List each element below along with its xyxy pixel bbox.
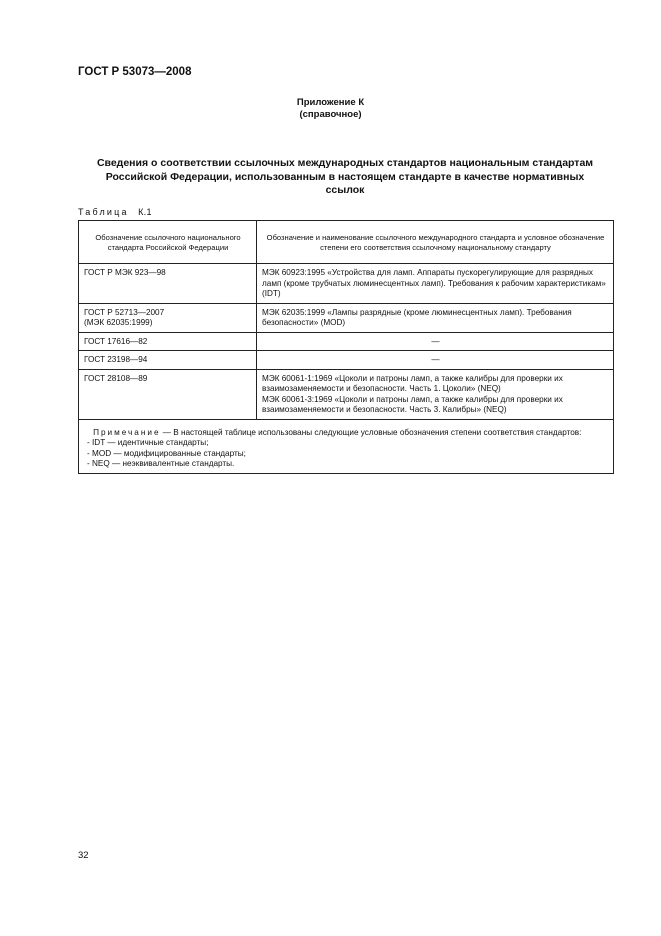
table-row — [79, 351, 614, 370]
international-standard-cell — [257, 332, 614, 351]
section-title-line-2: Российской Федерации, использованным в настоящем стандарте в качестве нормативных — [105, 170, 585, 183]
national-standard-code: ГОСТ 17616—82 — [84, 336, 148, 346]
section-title-line-1: Сведения о соответствии ссылочных международных стандартов национальным стандартам — [96, 157, 594, 169]
international-standard-cell — [257, 264, 614, 304]
national-standard-code-alt: (МЭК 62035:1999) — [84, 318, 153, 327]
national-standard-cell — [79, 303, 257, 332]
table-caption-word: Таблица — [78, 207, 129, 217]
table-row — [79, 264, 614, 304]
table-header-row — [79, 221, 614, 264]
international-standard-text: МЭК 62035:1999 «Лампы разрядные (кроме люминесцентных ламп). Требования безопасности» (MOD) — [262, 307, 572, 327]
document-code: ГОСТ Р 53073—2008 — [78, 66, 192, 78]
table-row — [79, 332, 614, 351]
note-list-item: - NEQ — неэквивалентные стандарты. — [87, 459, 235, 468]
national-standard-cell — [79, 351, 257, 370]
correspondence-table — [78, 220, 614, 474]
header-international-standard: Обозначение и наименование ссылочного международного стандарта и условное обозначение степени его соответствия ссылочному национальному стандарту — [257, 221, 614, 264]
national-standard-code: ГОСТ 28108—89 — [84, 373, 148, 383]
section-title-line-3: ссылок — [325, 184, 365, 196]
international-standard-cell — [257, 303, 614, 332]
section-title — [78, 157, 612, 198]
annex-type: (справочное) — [299, 109, 362, 120]
international-standard-cell — [257, 369, 614, 419]
note-text — [84, 428, 608, 439]
annex-heading — [0, 97, 661, 121]
page-number: 32 — [78, 850, 89, 861]
note-list-item: - IDT — идентичные стандарты; — [87, 438, 209, 447]
international-standard-text: МЭК 60061-1:1969 «Цоколи и патроны ламп, а также калибры для проверки их взаимозаменяемости и безопасности. Часть 1. Цоколи» (NEQ) — [262, 373, 563, 393]
table-row — [79, 303, 614, 332]
note-label: Примечание — [93, 427, 161, 437]
international-standard-text: — — [431, 355, 440, 364]
international-standard-text: МЭК 60923:1995 «Устройства для ламп. Аппараты пускорегулирующие для разрядных ламп (кроме трубчатых люминесцентных ламп). Требования к рабочим характеристикам» (IDT) — [262, 268, 606, 298]
header-national-standard: Обозначение ссылочного национального стандарта Российской Федерации — [79, 221, 257, 264]
national-standard-cell — [79, 369, 257, 419]
note-list-item: - MOD — модифицированные стандарты; — [87, 448, 246, 458]
international-standard-text-2: МЭК 60061-3:1969 «Цоколи и патроны ламп, а также калибры для проверки их взаимозаменяемости и безопасности. Часть 3. Калибры» (NEQ) — [262, 394, 563, 414]
national-standard-code: ГОСТ 23198—94 — [84, 355, 148, 364]
national-standard-cell — [79, 264, 257, 304]
national-standard-cell — [79, 332, 257, 351]
table-caption-number: К.1 — [138, 207, 152, 217]
table-note — [79, 419, 614, 473]
national-standard-code: ГОСТ Р МЭК 923—98 — [84, 268, 166, 277]
annex-title: Приложение К — [296, 97, 365, 108]
table-note-row — [79, 419, 614, 473]
note-body: — В настоящей таблице использованы следующие условные обозначения степени соответствия стандартов: — [162, 427, 582, 437]
international-standard-text: — — [431, 336, 440, 346]
table-row — [79, 369, 614, 419]
table-caption — [78, 207, 152, 217]
national-standard-code: ГОСТ Р 52713—2007 — [84, 307, 165, 317]
international-standard-cell — [257, 351, 614, 370]
